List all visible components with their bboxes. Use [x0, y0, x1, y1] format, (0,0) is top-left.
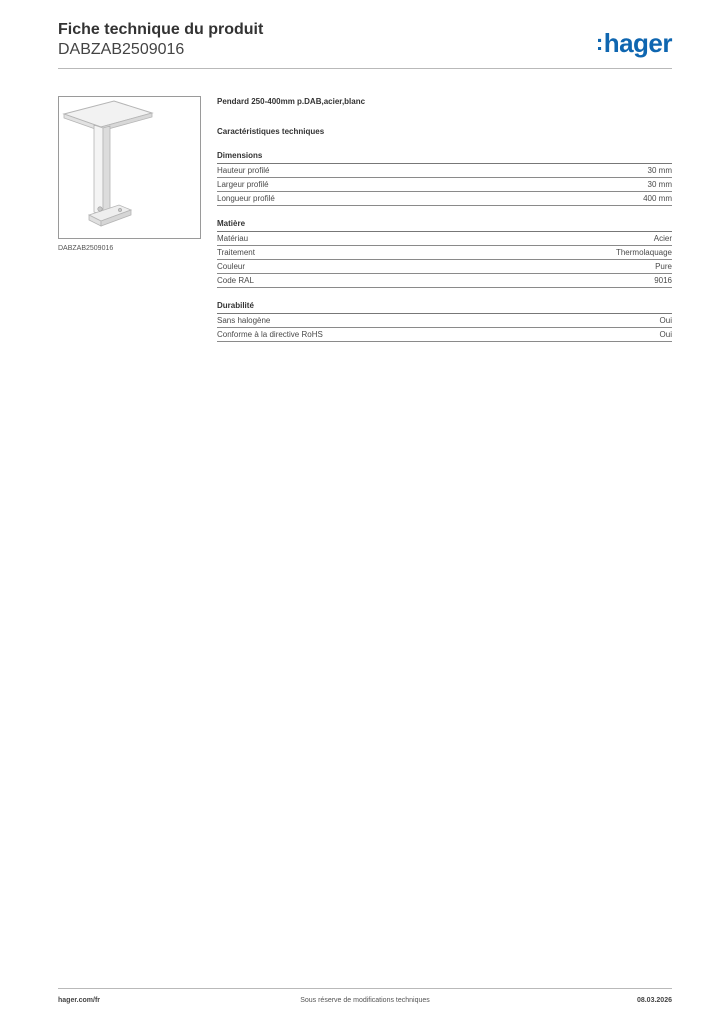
page-footer	[58, 997, 672, 1009]
spec-group	[217, 150, 672, 206]
spec-row	[217, 328, 672, 342]
footer-divider	[58, 988, 672, 989]
spec-value: 9016	[654, 276, 672, 285]
header-divider	[58, 68, 672, 69]
spec-label: Matériau	[217, 234, 249, 243]
spec-row	[217, 232, 672, 246]
footer-website-link[interactable]: hager.com/fr	[58, 997, 101, 1004]
spec-value: Oui	[659, 330, 672, 339]
logo-colon-icon: :	[595, 30, 603, 55]
spec-value: 400 mm	[643, 194, 672, 203]
pendant-bracket-icon	[59, 97, 200, 238]
spec-value: 30 mm	[647, 180, 672, 189]
spec-group-title: Dimensions	[217, 150, 672, 164]
spec-row	[217, 178, 672, 192]
footer-disclaimer: Sous réserve de modifications techniques	[300, 997, 430, 1004]
spec-label: Traitement	[217, 248, 255, 257]
spec-label: Largeur profilé	[217, 180, 269, 189]
spec-value: 30 mm	[647, 166, 672, 175]
footer-date: 08.03.2026	[636, 997, 672, 1004]
spec-row	[217, 246, 672, 260]
product-code: DABZAB2509016	[58, 41, 185, 58]
spec-label: Longueur profilé	[217, 194, 275, 203]
spec-content	[217, 96, 672, 342]
spec-label: Conforme à la directive RoHS	[217, 330, 323, 339]
spec-row	[217, 314, 672, 328]
spec-label: Sans halogène	[217, 316, 271, 325]
spec-value: Pure	[655, 262, 672, 271]
product-image	[58, 96, 201, 239]
spec-label: Hauteur profilé	[217, 166, 270, 175]
spec-group-title: Matière	[217, 218, 672, 232]
spec-label: Couleur	[217, 262, 246, 271]
page-header	[58, 20, 672, 60]
spec-groups	[217, 150, 672, 342]
spec-row	[217, 274, 672, 288]
spec-value: Oui	[659, 316, 672, 325]
spec-group-title: Durabilité	[217, 300, 672, 314]
spec-row	[217, 192, 672, 206]
spec-label: Code RAL	[217, 276, 254, 285]
spec-row	[217, 164, 672, 178]
document-title: Fiche technique du produit	[58, 21, 264, 38]
spec-group	[217, 300, 672, 342]
product-name: Pendard 250-400mm p.DAB,acier,blanc	[217, 97, 366, 106]
image-caption: DABZAB2509016	[58, 245, 114, 252]
logo-text: hager	[603, 28, 672, 58]
spec-value: Thermolaquage	[615, 248, 672, 257]
hager-logo[interactable]	[596, 28, 672, 59]
spec-row	[217, 260, 672, 274]
spec-value: Acier	[653, 234, 672, 243]
specs-heading: Caractéristiques techniques	[217, 127, 325, 136]
spec-group	[217, 218, 672, 288]
